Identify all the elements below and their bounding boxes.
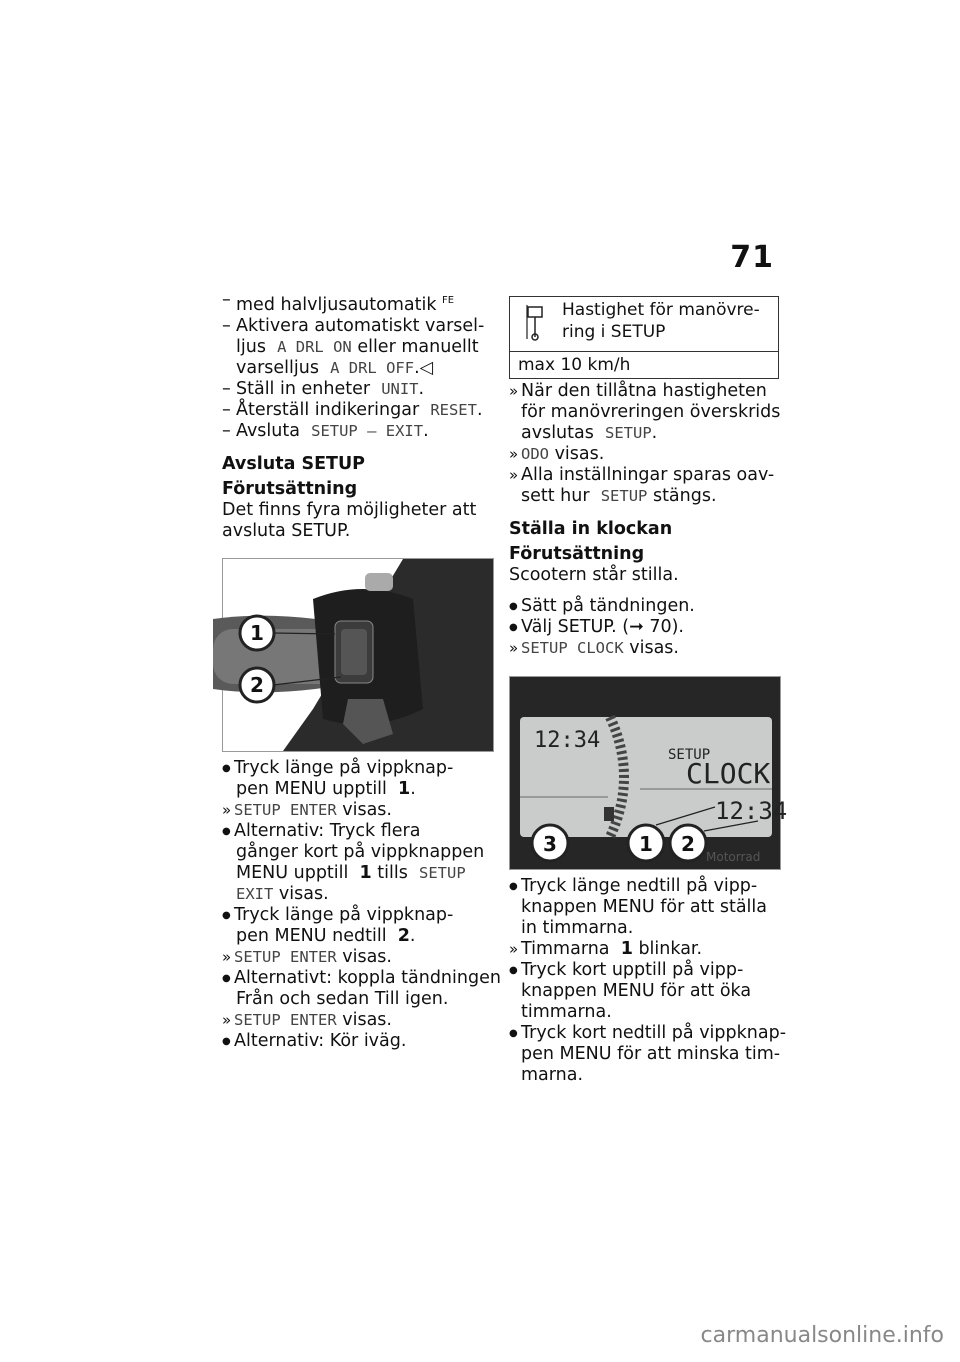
result-item: » Alla inställningar sparas oav- (509, 465, 779, 486)
table-header (510, 297, 778, 352)
step-item: ● Alternativ: Kör iväg. (222, 1031, 492, 1052)
prereq-label: Förutsättning (222, 478, 358, 499)
result-item: » SETUP ENTER visas. (222, 947, 492, 968)
section-heading: Ställa in klockan (509, 519, 673, 539)
display-watermark: Motorrad (706, 850, 761, 864)
callout-3 (532, 825, 568, 861)
result-item: » Timmarna 1 blinkar. (509, 939, 779, 960)
prereq-text: Scootern står stilla. (509, 565, 679, 585)
table-value: max 10 km/h (518, 355, 631, 375)
prereq-text: avsluta SETUP. (222, 520, 351, 541)
svg-text:2: 2 (681, 832, 695, 856)
left-column (222, 290, 492, 542)
left-steps: ● Tryck länge på vippknap- pen MENU upptill 1. » SETUP ENTER visas. ● Alternativ: Tryck flera gånger kort på vippknappen MENU upptill 1 tills SETUP EXIT visas. ● Tryck länge på vippknap- pen MENU nedtill 2. » SETUP ENTER visas. ● Alternativt: koppla tändningen Från och sedan Till igen. » SETUP ENTER visas. ● Alternativ: Kör iväg. (222, 758, 492, 1052)
odo-readout: 12:34 (534, 728, 601, 753)
step-item: ● Tryck länge på vippknap- (222, 758, 492, 779)
step-item: ● Alternativt: koppla tändningen (222, 968, 492, 989)
step-item: ● Tryck kort upptill på vipp- (509, 960, 779, 981)
footer-watermark: carmanualsonline.info (700, 1323, 944, 1348)
fuel-icon (604, 807, 614, 821)
page-ref-arrow-icon: ➞ (629, 617, 644, 637)
list-item: – Återställ indikeringar RESET. (222, 400, 492, 421)
page-number: 71 (730, 240, 774, 275)
list-item-cont: ljus A DRL ON eller manuellt (236, 336, 479, 357)
instrument-display-illustration (510, 677, 788, 869)
list-item: – Ställ in enheter UNIT. (222, 379, 492, 400)
step-item: ● Tryck länge på vippknap- (222, 905, 492, 926)
svg-text:1: 1 (639, 832, 653, 856)
step-item: ● Välj SETUP. (➞ 70). (509, 617, 779, 638)
step-item: ● Alternativ: Tryck flera (222, 821, 492, 842)
clock-label: CLOCK (686, 757, 771, 790)
section-heading: Avsluta SETUP (222, 453, 365, 474)
list-item-cont: varselljus A DRL OFF.◁ (236, 357, 434, 378)
right-column: » När den tillåtna hastigheten för manövreringen överskrids avslutas SETUP. » ODO visas. » Alla inställningar sparas oav- sett hur SETUP stängs. Ställa in klockan Förutsättning Scootern står stilla. ● Sätt på tändningen. ● Välj SETUP. (➞ 70). » SETUP CLOCK visas. (509, 381, 779, 659)
list-item: – med halvljusautomatik $^{FE}$ (222, 290, 492, 316)
handlebar-switch-illustration (223, 559, 493, 751)
prereq-text: Det finns fyra möjligheter att (222, 499, 477, 520)
result-item: » ODO visas. (509, 444, 779, 465)
list-item: – Aktivera automatiskt varsel- (222, 316, 492, 337)
svg-text:1: 1 (250, 621, 264, 645)
step-item: ● Sätt på tändningen. (509, 596, 779, 617)
step-item: ● Tryck kort nedtill på vippknap- (509, 1023, 779, 1044)
list-item: – Avsluta SETUP – EXIT. (222, 421, 492, 442)
result-item: » SETUP CLOCK visas. (509, 638, 779, 659)
svg-text:2: 2 (250, 673, 264, 697)
right-steps: ● Tryck länge nedtill på vipp- knappen MENU för att ställa in timmarna. » Timmarna 1 blinkar. ● Tryck kort upptill på vipp- knappen MENU för att öka timmarna. ● Tryck kort nedtill på vippknap- pen MENU för att minska tim- marna. (509, 876, 779, 1086)
instrument-display-figure (509, 676, 788, 870)
speed-limit-table (509, 296, 779, 379)
prereq-label: Förutsättning (509, 544, 645, 564)
setup-label: SETUP (668, 747, 711, 763)
step-item: ● Tryck länge nedtill på vipp- (509, 876, 779, 897)
engine-piston-icon (524, 303, 546, 343)
time-readout: 12:34 (715, 797, 788, 825)
result-item: » SETUP ENTER visas. (222, 1010, 492, 1031)
table-header-text: Hastighet för manövre-ring i SETUP (562, 300, 760, 342)
svg-text:3: 3 (543, 832, 557, 856)
result-item: » När den tillåtna hastigheten (509, 381, 779, 402)
result-item: » SETUP ENTER visas. (222, 800, 492, 821)
handlebar-switch-figure (222, 558, 494, 752)
